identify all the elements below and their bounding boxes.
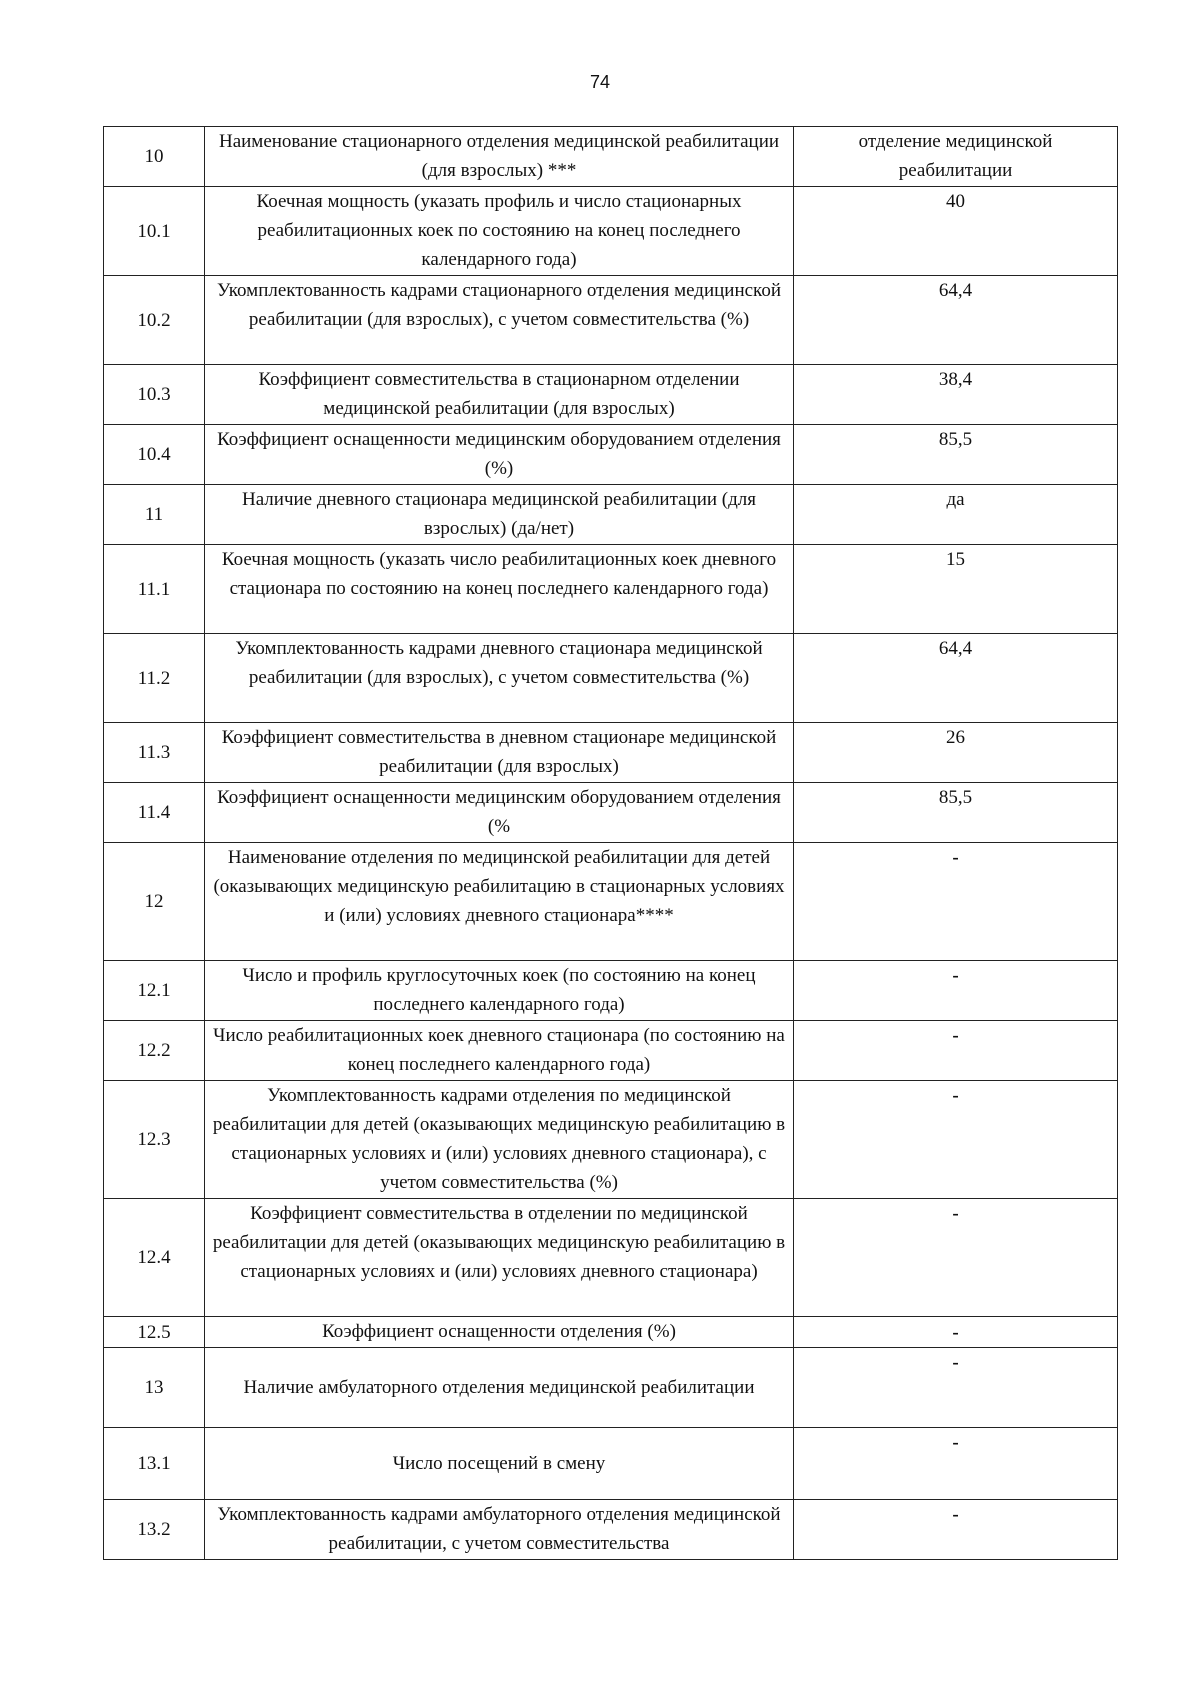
row-value-cell: 64,4 — [794, 634, 1118, 723]
table-row — [104, 276, 1118, 365]
row-description-cell: Коэффициент совместительства в стационарном отделении медицинской реабилитации (для взрослых) — [205, 365, 794, 425]
row-number-cell: 13.1 — [104, 1428, 205, 1500]
row-number-cell: 11.1 — [104, 545, 205, 634]
table-row — [104, 1021, 1118, 1081]
row-value-cell: - — [794, 1348, 1118, 1428]
page-number: 74 — [589, 72, 611, 92]
row-number-cell: 10.1 — [104, 187, 205, 276]
row-number-cell: 12 — [104, 843, 205, 961]
table-row — [104, 545, 1118, 634]
row-description-cell: Наименование отделения по медицинской реабилитации для детей (оказывающих медицинскую реабилитацию в стационарных условиях и (или) условиях дневного стационара**** — [205, 843, 794, 961]
row-value-cell: - — [794, 1081, 1118, 1199]
table-row — [104, 783, 1118, 843]
row-number-cell: 12.1 — [104, 961, 205, 1021]
row-number-cell: 12.5 — [104, 1317, 205, 1348]
row-value-cell: - — [794, 1500, 1118, 1560]
table-row — [104, 127, 1118, 187]
row-description-cell: Коэффициент оснащенности медицинским оборудованием отделения (%) — [205, 425, 794, 485]
indicators-table — [103, 126, 1118, 1560]
row-number-cell: 11.3 — [104, 723, 205, 783]
row-description-cell: Число реабилитационных коек дневного стационара (по состоянию на конец последнего календарного года) — [205, 1021, 794, 1081]
row-value-cell: 40 — [794, 187, 1118, 276]
table-row — [104, 1500, 1118, 1560]
row-number-cell: 13 — [104, 1348, 205, 1428]
row-number-cell: 10.3 — [104, 365, 205, 425]
row-value-cell: отделение медицинской реабилитации — [794, 127, 1118, 187]
row-description-cell: Коэффициент совместительства в отделении по медицинской реабилитации для детей (оказывающих медицинскую реабилитацию в стационарных условиях и (или) условиях дневного стационара) — [205, 1199, 794, 1317]
row-description-cell: Коечная мощность (указать число реабилитационных коек дневного стационара по состоянию на конец последнего календарного года) — [205, 545, 794, 634]
row-description-cell: Коэффициент оснащенности медицинским оборудованием отделения (% — [205, 783, 794, 843]
row-number-cell: 13.2 — [104, 1500, 205, 1560]
row-value-cell: 64,4 — [794, 276, 1118, 365]
row-value-cell: да — [794, 485, 1118, 545]
table-row — [104, 1428, 1118, 1500]
row-value-cell: - — [794, 1428, 1118, 1500]
row-number-cell: 10.4 — [104, 425, 205, 485]
row-number-cell: 11 — [104, 485, 205, 545]
row-value-cell: - — [794, 843, 1118, 961]
row-value-cell: 38,4 — [794, 365, 1118, 425]
table-row — [104, 723, 1118, 783]
table-row — [104, 843, 1118, 961]
row-number-cell: 11.2 — [104, 634, 205, 723]
row-number-cell: 12.3 — [104, 1081, 205, 1199]
row-description-cell: Число и профиль круглосуточных коек (по состоянию на конец последнего календарного года) — [205, 961, 794, 1021]
row-number-cell: 12.2 — [104, 1021, 205, 1081]
row-number-cell: 10 — [104, 127, 205, 187]
table-row — [104, 1348, 1118, 1428]
table-row — [104, 1199, 1118, 1317]
row-description-cell: Коэффициент совместительства в дневном стационаре медицинской реабилитации (для взрослых) — [205, 723, 794, 783]
row-value-cell: 85,5 — [794, 783, 1118, 843]
row-description-cell: Наличие амбулаторного отделения медицинской реабилитации — [205, 1348, 794, 1428]
row-value-cell: - — [794, 961, 1118, 1021]
table-row — [104, 425, 1118, 485]
row-description-cell: Наличие дневного стационара медицинской реабилитации (для взрослых) (да/нет) — [205, 485, 794, 545]
table-row — [104, 187, 1118, 276]
row-description-cell: Наименование стационарного отделения медицинской реабилитации (для взрослых) *** — [205, 127, 794, 187]
table-row — [104, 365, 1118, 425]
row-description-cell: Число посещений в смену — [205, 1428, 794, 1500]
row-value-cell: - — [794, 1021, 1118, 1081]
table-row — [104, 485, 1118, 545]
row-description-cell: Коечная мощность (указать профиль и число стационарных реабилитационных коек по состоянию на конец последнего календарного года) — [205, 187, 794, 276]
row-value-cell: 85,5 — [794, 425, 1118, 485]
row-description-cell: Укомплектованность кадрами отделения по медицинской реабилитации для детей (оказывающих медицинскую реабилитацию в стационарных условиях и (или) условиях дневного стационара), с учетом совместительства (%) — [205, 1081, 794, 1199]
table-row — [104, 1081, 1118, 1199]
row-description-cell: Коэффициент оснащенности отделения (%) — [205, 1317, 794, 1348]
row-value-cell: 26 — [794, 723, 1118, 783]
table-row — [104, 634, 1118, 723]
row-value-cell: 15 — [794, 545, 1118, 634]
row-number-cell: 12.4 — [104, 1199, 205, 1317]
row-description-cell: Укомплектованность кадрами стационарного отделения медицинской реабилитации (для взрослых), с учетом совместительства (%) — [205, 276, 794, 365]
table-row — [104, 1317, 1118, 1348]
row-number-cell: 11.4 — [104, 783, 205, 843]
row-description-cell: Укомплектованность кадрами амбулаторного отделения медицинской реабилитации, с учетом совместительства — [205, 1500, 794, 1560]
table-row — [104, 961, 1118, 1021]
row-value-cell: - — [794, 1317, 1118, 1348]
row-number-cell: 10.2 — [104, 276, 205, 365]
row-value-cell: - — [794, 1199, 1118, 1317]
row-description-cell: Укомплектованность кадрами дневного стационара медицинской реабилитации (для взрослых), с учетом совместительства (%) — [205, 634, 794, 723]
